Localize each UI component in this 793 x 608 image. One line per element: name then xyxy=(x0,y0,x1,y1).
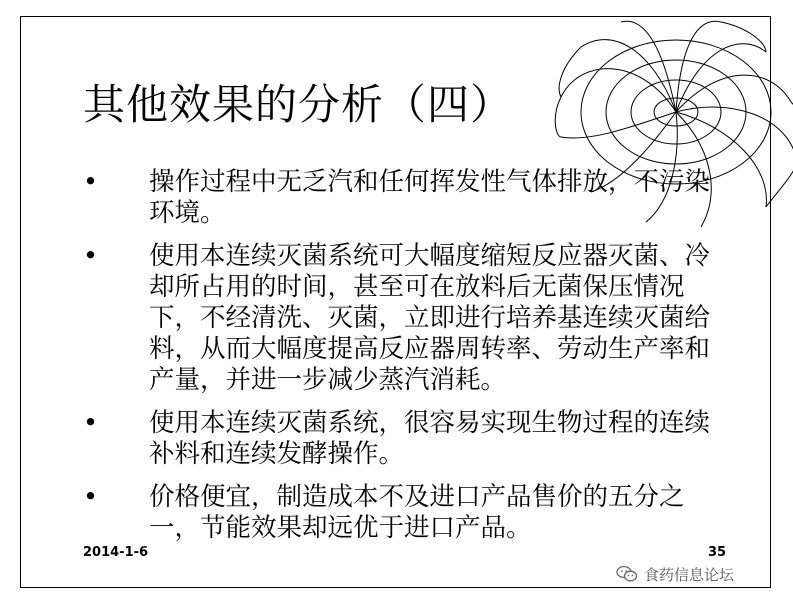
bullet-item xyxy=(83,241,723,396)
bullet-marker: • xyxy=(83,167,99,197)
bullet-item xyxy=(83,482,723,544)
bullet-marker: • xyxy=(83,408,99,438)
bullet-list xyxy=(83,167,723,556)
bullet-item xyxy=(83,408,723,470)
bullet-marker: • xyxy=(83,482,99,512)
page-number: 35 xyxy=(708,545,727,560)
wechat-icon xyxy=(616,565,638,583)
bullet-item xyxy=(83,167,723,229)
watermark xyxy=(612,563,738,585)
bullet-text: 价格便宜，制造成本不及进口产品售价的五分之一，节能效果却远优于进口产品。 xyxy=(149,482,685,543)
watermark-text: 食药信息论坛 xyxy=(644,565,735,584)
slide xyxy=(20,16,771,588)
bullet-text: 操作过程中无乏汽和任何挥发性气体排放，不污染环境。 xyxy=(149,167,711,228)
bullet-text: 使用本连续灭菌系统可大幅度缩短反应器灭菌、冷却所占用的时间，甚至可在放料后无菌保压情况下，不经清洗、灭菌，立即进行培养基连续灭菌给料，从而大幅度提高反应器周转率、劳动生产率和产量，并进一步减少蒸汽消耗。 xyxy=(149,241,711,395)
bullet-text: 使用本连续灭菌系统，很容易实现生物过程的连续补料和连续发酵操作。 xyxy=(149,408,711,469)
footer-date: 2014-1-6 xyxy=(83,545,149,560)
slide-title: 其他效果的分析（四） xyxy=(83,80,514,129)
bullet-marker: • xyxy=(83,241,99,271)
